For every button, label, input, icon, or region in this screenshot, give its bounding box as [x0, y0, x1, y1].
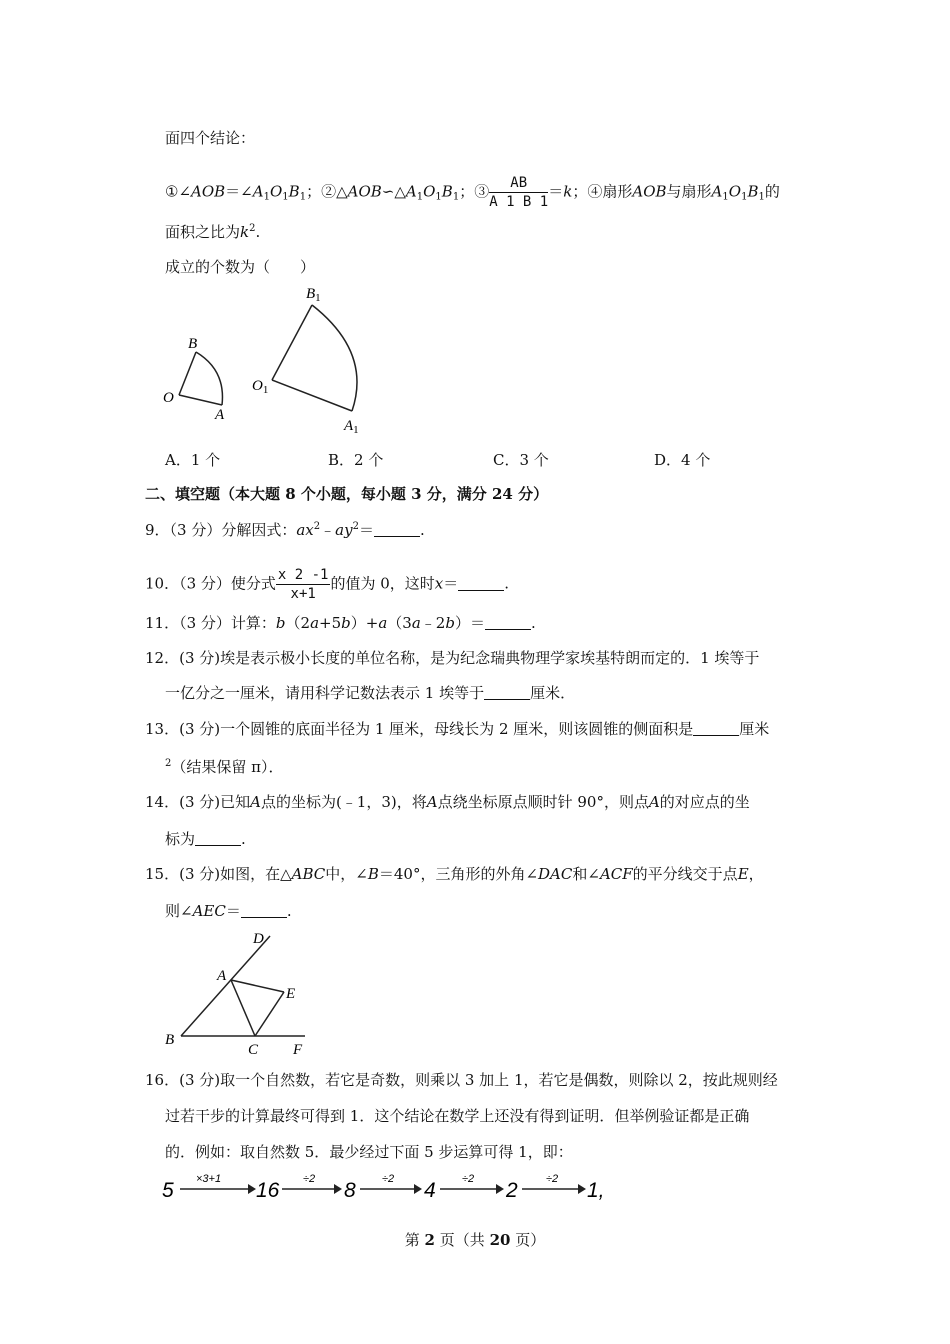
sector-figure: [150, 282, 380, 442]
page-number: 2: [424, 1231, 435, 1249]
answer-blank: [458, 576, 504, 591]
chain-op-1: ×3+1: [196, 1173, 222, 1185]
chain-op-2: ÷2: [303, 1173, 316, 1185]
chain-value-5: 5: [162, 1179, 174, 1202]
chain-value-4: 4: [424, 1179, 436, 1202]
q8-question: 成立的个数为（ ）: [165, 258, 316, 276]
option-a: A．1 个: [165, 451, 221, 469]
answer-blank: [195, 831, 241, 846]
chain-value-16: 16: [256, 1179, 280, 1202]
q11: 11．（3 分）计算：b（2a+5b）+a（3a﹣2b）＝ .: [145, 614, 536, 632]
q16-line3: 的．例如：取自然数 5．最少经过下面 5 步运算可得 1，即：: [165, 1143, 573, 1161]
answer-blank: [484, 685, 530, 700]
label-b1: $B_1$: [306, 286, 321, 304]
q16-line1: 16．(3 分)取一个自然数，若它是奇数，则乘以 3 加上 1，若它是偶数，则除以 2，按此规则经: [145, 1071, 778, 1089]
small-sector: [163, 336, 225, 423]
chain-value-8: 8: [344, 1179, 356, 1202]
label-e: E: [286, 986, 296, 1002]
chain-op-4: ÷2: [462, 1173, 475, 1185]
q12-line1: 12．(3 分)埃是表示极小长度的单位名称，是为纪念瑞典物理学家埃基特朗而定的．1 埃等于: [145, 649, 760, 667]
q8-line3: 面积之比为$k^2$.: [165, 223, 261, 241]
fraction-x2-1-over-x+1: $\frac{x 2 -1}{x+1}$: [277, 567, 329, 602]
label-b: B: [188, 336, 198, 352]
q10: 10．（3 分）使分式 $\frac{x 2 -1}{x+1}$ 的值为 0，这时x＝ .: [145, 567, 510, 602]
chain-op-3: ÷2: [382, 1173, 395, 1185]
q13-line1: 13．(3 分)一个圆锥的底面半径为 1 厘米，母线长为 2 厘米，则该圆锥的侧面积是 厘米: [145, 720, 770, 738]
section-title: 二、填空题（本大题 8 个小题，每小题 3 分，满分 24 分）: [145, 485, 549, 503]
q14-line1: 14．(3 分)已知A点的坐标为(﹣1，3)，将A点绕坐标原点顺时针 90°，则点A的对应点的坐: [145, 793, 750, 811]
option-b: B．2 个: [328, 451, 384, 469]
triangle-figure: [155, 926, 325, 1061]
chain-value-2: 2: [506, 1179, 518, 1202]
q13-line2: $^2$（结果保留 π）．: [165, 758, 284, 776]
q12-line2: 一亿分之一厘米，请用科学记数法表示 1 埃等于 厘米．: [165, 684, 576, 702]
q15-line1: 15．(3 分)如图，在△ABC中，∠B＝40°，三角形的外角∠DAC和∠ACF的平分线交于点E，: [145, 865, 764, 883]
answer-blank: [241, 903, 287, 918]
q9: 9．（3 分）分解因式：$ax^2﹣ay^2=$ .: [145, 521, 425, 539]
answer-blank: [374, 522, 420, 537]
chain-value-1: 1,: [587, 1179, 605, 1202]
large-sector: [252, 286, 359, 436]
label-o: O: [163, 390, 174, 406]
q8-conclusions: $①\angle AOB=\angle A_1O_1B_1$；$②\triangle AOB∽\triangle A_1O_1B_1$；③ $\frac{AB}{A 1 B 1}$ ＝k；④扇形AOB与扇形$A_1O_1B_1$的: [165, 175, 780, 210]
label-a: A: [215, 407, 225, 423]
option-c: C．3 个: [493, 451, 549, 469]
q15-line2: 则∠AEC＝ .: [165, 902, 292, 920]
q16-line2: 过若干步的计算最终可得到 1．这个结论在数学上还没有得到证明．但举例验证都是正确: [165, 1107, 750, 1125]
page-total: 20: [489, 1231, 511, 1249]
q14-line2: 标为 .: [165, 830, 246, 848]
answer-blank: [693, 721, 739, 736]
chain-op-5: ÷2: [546, 1173, 559, 1185]
label-d: D: [253, 931, 264, 947]
arrow-chain: [160, 1168, 610, 1208]
label-c: C: [248, 1042, 259, 1058]
fraction-ab-a1b1: $\frac{AB}{A 1 B 1}$: [489, 175, 549, 210]
answer-blank: [485, 615, 531, 630]
label-o1: $O_1$: [252, 378, 269, 396]
q8-line1: 面四个结论：: [165, 129, 256, 147]
label-f: F: [293, 1042, 303, 1058]
label-a1: $A_1$: [344, 418, 359, 436]
label-b: B: [165, 1032, 175, 1048]
page-footer: 第 2 页（共 20 页）: [404, 1231, 546, 1249]
option-d: D．4 个: [654, 451, 711, 469]
label-a: A: [217, 968, 227, 984]
